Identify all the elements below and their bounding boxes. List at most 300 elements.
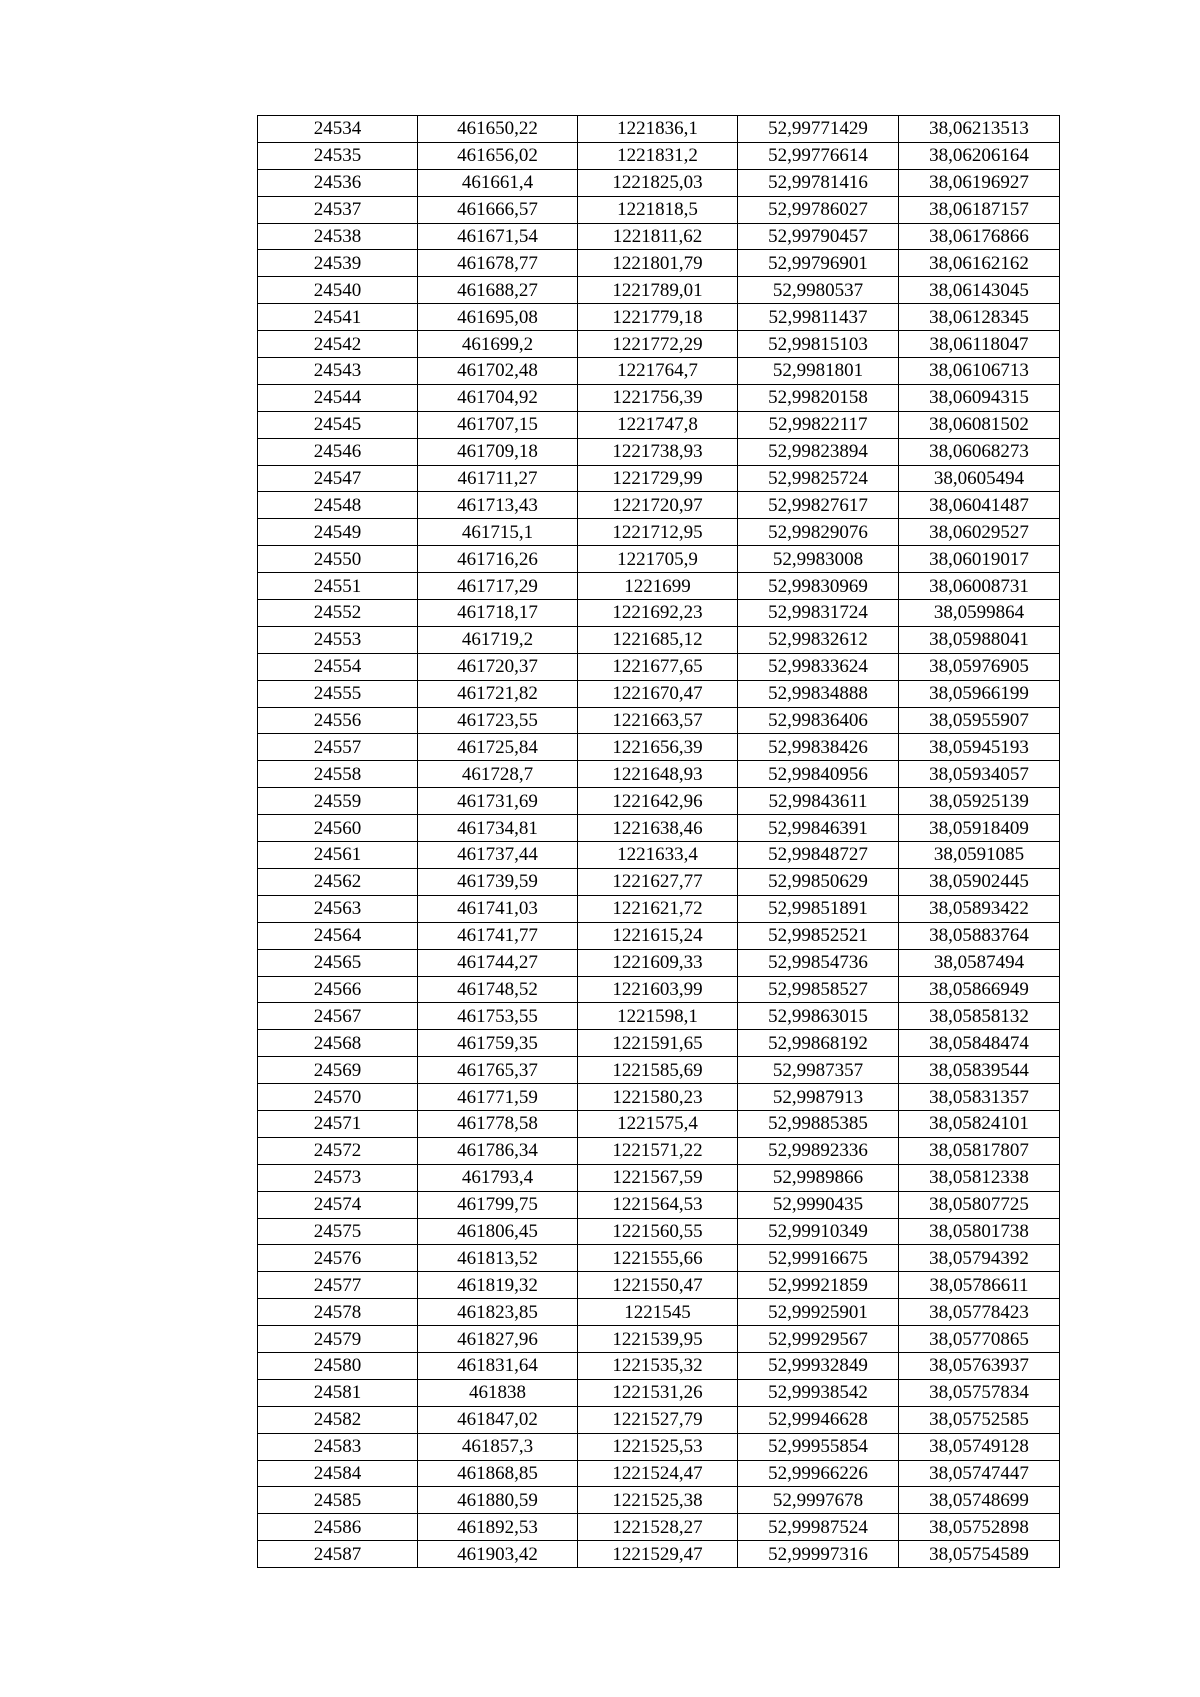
table-row [258, 277, 1060, 304]
table-row [258, 1406, 1060, 1433]
x-coordinate-cell: 461786,34 [418, 1137, 578, 1164]
table-row [258, 788, 1060, 815]
point-number-cell: 24549 [258, 519, 418, 546]
longitude-cell: 38,0591085 [899, 842, 1060, 869]
x-coordinate-cell: 461799,75 [418, 1191, 578, 1218]
table-row [258, 922, 1060, 949]
point-number-cell: 24580 [258, 1352, 418, 1379]
longitude-cell: 38,05883764 [899, 922, 1060, 949]
y-coordinate-cell: 1221831,2 [578, 142, 738, 169]
table-row [258, 1245, 1060, 1272]
point-number-cell: 24547 [258, 465, 418, 492]
latitude-cell: 52,99850629 [738, 868, 899, 895]
latitude-cell: 52,9983008 [738, 546, 899, 573]
table-row [258, 169, 1060, 196]
latitude-cell: 52,99838426 [738, 734, 899, 761]
point-number-cell: 24576 [258, 1245, 418, 1272]
y-coordinate-cell: 1221571,22 [578, 1137, 738, 1164]
longitude-cell: 38,06206164 [899, 142, 1060, 169]
point-number-cell: 24542 [258, 331, 418, 358]
point-number-cell: 24568 [258, 1030, 418, 1057]
point-number-cell: 24535 [258, 142, 418, 169]
latitude-cell: 52,99925901 [738, 1299, 899, 1326]
table-row [258, 304, 1060, 331]
y-coordinate-cell: 1221525,53 [578, 1433, 738, 1460]
latitude-cell: 52,99834888 [738, 680, 899, 707]
point-number-cell: 24534 [258, 116, 418, 143]
longitude-cell: 38,05757834 [899, 1379, 1060, 1406]
table-row [258, 1084, 1060, 1111]
latitude-cell: 52,99830969 [738, 573, 899, 600]
table-row [258, 1191, 1060, 1218]
table-row [258, 142, 1060, 169]
point-number-cell: 24587 [258, 1541, 418, 1568]
y-coordinate-cell: 1221642,96 [578, 788, 738, 815]
y-coordinate-cell: 1221789,01 [578, 277, 738, 304]
y-coordinate-cell: 1221638,46 [578, 815, 738, 842]
latitude-cell: 52,99823894 [738, 438, 899, 465]
longitude-cell: 38,06094315 [899, 384, 1060, 411]
x-coordinate-cell: 461702,48 [418, 358, 578, 385]
table-row [258, 1541, 1060, 1568]
y-coordinate-cell: 1221633,4 [578, 842, 738, 869]
y-coordinate-cell: 1221564,53 [578, 1191, 738, 1218]
latitude-cell: 52,99786027 [738, 196, 899, 223]
point-number-cell: 24545 [258, 411, 418, 438]
point-number-cell: 24579 [258, 1326, 418, 1353]
latitude-cell: 52,99843611 [738, 788, 899, 815]
longitude-cell: 38,06143045 [899, 277, 1060, 304]
latitude-cell: 52,99910349 [738, 1218, 899, 1245]
latitude-cell: 52,99868192 [738, 1030, 899, 1057]
table-row [258, 1514, 1060, 1541]
longitude-cell: 38,05812338 [899, 1164, 1060, 1191]
y-coordinate-cell: 1221585,69 [578, 1057, 738, 1084]
x-coordinate-cell: 461671,54 [418, 223, 578, 250]
table-row [258, 761, 1060, 788]
latitude-cell: 52,99848727 [738, 842, 899, 869]
point-number-cell: 24573 [258, 1164, 418, 1191]
x-coordinate-cell: 461716,26 [418, 546, 578, 573]
x-coordinate-cell: 461737,44 [418, 842, 578, 869]
y-coordinate-cell: 1221699 [578, 573, 738, 600]
longitude-cell: 38,05770865 [899, 1326, 1060, 1353]
longitude-cell: 38,05988041 [899, 626, 1060, 653]
latitude-cell: 52,99885385 [738, 1110, 899, 1137]
x-coordinate-cell: 461688,27 [418, 277, 578, 304]
point-number-cell: 24543 [258, 358, 418, 385]
latitude-cell: 52,99820158 [738, 384, 899, 411]
y-coordinate-cell: 1221811,62 [578, 223, 738, 250]
point-number-cell: 24558 [258, 761, 418, 788]
y-coordinate-cell: 1221656,39 [578, 734, 738, 761]
x-coordinate-cell: 461753,55 [418, 1003, 578, 1030]
x-coordinate-cell: 461721,82 [418, 680, 578, 707]
x-coordinate-cell: 461699,2 [418, 331, 578, 358]
y-coordinate-cell: 1221738,93 [578, 438, 738, 465]
point-number-cell: 24570 [258, 1084, 418, 1111]
longitude-cell: 38,05794392 [899, 1245, 1060, 1272]
table-row [258, 384, 1060, 411]
table-row [258, 1110, 1060, 1137]
longitude-cell: 38,05966199 [899, 680, 1060, 707]
x-coordinate-cell: 461857,3 [418, 1433, 578, 1460]
y-coordinate-cell: 1221772,29 [578, 331, 738, 358]
x-coordinate-cell: 461819,32 [418, 1272, 578, 1299]
latitude-cell: 52,99916675 [738, 1245, 899, 1272]
point-number-cell: 24569 [258, 1057, 418, 1084]
latitude-cell: 52,9987357 [738, 1057, 899, 1084]
x-coordinate-cell: 461713,43 [418, 492, 578, 519]
y-coordinate-cell: 1221545 [578, 1299, 738, 1326]
point-number-cell: 24546 [258, 438, 418, 465]
x-coordinate-cell: 461806,45 [418, 1218, 578, 1245]
latitude-cell: 52,99827617 [738, 492, 899, 519]
point-number-cell: 24575 [258, 1218, 418, 1245]
point-number-cell: 24540 [258, 277, 418, 304]
y-coordinate-cell: 1221525,38 [578, 1487, 738, 1514]
latitude-cell: 52,99966226 [738, 1460, 899, 1487]
x-coordinate-cell: 461707,15 [418, 411, 578, 438]
longitude-cell: 38,05831357 [899, 1084, 1060, 1111]
latitude-cell: 52,99932849 [738, 1352, 899, 1379]
table-row [258, 815, 1060, 842]
point-number-cell: 24536 [258, 169, 418, 196]
x-coordinate-cell: 461838 [418, 1379, 578, 1406]
point-number-cell: 24553 [258, 626, 418, 653]
y-coordinate-cell: 1221779,18 [578, 304, 738, 331]
latitude-cell: 52,99987524 [738, 1514, 899, 1541]
longitude-cell: 38,05902445 [899, 868, 1060, 895]
longitude-cell: 38,05848474 [899, 1030, 1060, 1057]
y-coordinate-cell: 1221663,57 [578, 707, 738, 734]
longitude-cell: 38,06041487 [899, 492, 1060, 519]
point-number-cell: 24565 [258, 949, 418, 976]
x-coordinate-cell: 461656,02 [418, 142, 578, 169]
x-coordinate-cell: 461778,58 [418, 1110, 578, 1137]
point-number-cell: 24583 [258, 1433, 418, 1460]
latitude-cell: 52,9990435 [738, 1191, 899, 1218]
point-number-cell: 24566 [258, 976, 418, 1003]
latitude-cell: 52,99846391 [738, 815, 899, 842]
table-row [258, 1030, 1060, 1057]
x-coordinate-cell: 461793,4 [418, 1164, 578, 1191]
longitude-cell: 38,05824101 [899, 1110, 1060, 1137]
x-coordinate-cell: 461734,81 [418, 815, 578, 842]
x-coordinate-cell: 461695,08 [418, 304, 578, 331]
x-coordinate-cell: 461741,77 [418, 922, 578, 949]
point-number-cell: 24557 [258, 734, 418, 761]
y-coordinate-cell: 1221705,9 [578, 546, 738, 573]
point-number-cell: 24548 [258, 492, 418, 519]
y-coordinate-cell: 1221627,77 [578, 868, 738, 895]
latitude-cell: 52,99892336 [738, 1137, 899, 1164]
table-row [258, 707, 1060, 734]
latitude-cell: 52,99997316 [738, 1541, 899, 1568]
x-coordinate-cell: 461720,37 [418, 653, 578, 680]
table-row [258, 116, 1060, 143]
latitude-cell: 52,99938542 [738, 1379, 899, 1406]
longitude-cell: 38,05752585 [899, 1406, 1060, 1433]
latitude-cell: 52,99796901 [738, 250, 899, 277]
point-number-cell: 24578 [258, 1299, 418, 1326]
table-row [258, 1352, 1060, 1379]
point-number-cell: 24556 [258, 707, 418, 734]
point-number-cell: 24559 [258, 788, 418, 815]
latitude-cell: 52,99825724 [738, 465, 899, 492]
latitude-cell: 52,9981801 [738, 358, 899, 385]
y-coordinate-cell: 1221720,97 [578, 492, 738, 519]
latitude-cell: 52,99811437 [738, 304, 899, 331]
x-coordinate-cell: 461823,85 [418, 1299, 578, 1326]
table-row [258, 1379, 1060, 1406]
point-number-cell: 24567 [258, 1003, 418, 1030]
y-coordinate-cell: 1221591,65 [578, 1030, 738, 1057]
y-coordinate-cell: 1221524,47 [578, 1460, 738, 1487]
table-row [258, 250, 1060, 277]
point-number-cell: 24544 [258, 384, 418, 411]
y-coordinate-cell: 1221818,5 [578, 196, 738, 223]
latitude-cell: 52,99852521 [738, 922, 899, 949]
longitude-cell: 38,05748699 [899, 1487, 1060, 1514]
x-coordinate-cell: 461847,02 [418, 1406, 578, 1433]
y-coordinate-cell: 1221575,4 [578, 1110, 738, 1137]
point-number-cell: 24581 [258, 1379, 418, 1406]
y-coordinate-cell: 1221560,55 [578, 1218, 738, 1245]
x-coordinate-cell: 461827,96 [418, 1326, 578, 1353]
latitude-cell: 52,99831724 [738, 600, 899, 627]
table-row [258, 868, 1060, 895]
latitude-cell: 52,99815103 [738, 331, 899, 358]
x-coordinate-cell: 461723,55 [418, 707, 578, 734]
y-coordinate-cell: 1221580,23 [578, 1084, 738, 1111]
latitude-cell: 52,99854736 [738, 949, 899, 976]
x-coordinate-cell: 461725,84 [418, 734, 578, 761]
point-number-cell: 24585 [258, 1487, 418, 1514]
table-row [258, 949, 1060, 976]
point-number-cell: 24571 [258, 1110, 418, 1137]
table-row [258, 1272, 1060, 1299]
point-number-cell: 24586 [258, 1514, 418, 1541]
x-coordinate-cell: 461661,4 [418, 169, 578, 196]
table-row [258, 223, 1060, 250]
x-coordinate-cell: 461711,27 [418, 465, 578, 492]
point-number-cell: 24563 [258, 895, 418, 922]
table-row [258, 411, 1060, 438]
y-coordinate-cell: 1221531,26 [578, 1379, 738, 1406]
y-coordinate-cell: 1221598,1 [578, 1003, 738, 1030]
point-number-cell: 24560 [258, 815, 418, 842]
table-row [258, 1003, 1060, 1030]
x-coordinate-cell: 461868,85 [418, 1460, 578, 1487]
latitude-cell: 52,99946628 [738, 1406, 899, 1433]
x-coordinate-cell: 461813,52 [418, 1245, 578, 1272]
point-number-cell: 24541 [258, 304, 418, 331]
table-row [258, 976, 1060, 1003]
latitude-cell: 52,99836406 [738, 707, 899, 734]
longitude-cell: 38,05749128 [899, 1433, 1060, 1460]
latitude-cell: 52,99851891 [738, 895, 899, 922]
latitude-cell: 52,99832612 [738, 626, 899, 653]
table-row [258, 519, 1060, 546]
y-coordinate-cell: 1221550,47 [578, 1272, 738, 1299]
latitude-cell: 52,99822117 [738, 411, 899, 438]
x-coordinate-cell: 461719,2 [418, 626, 578, 653]
point-number-cell: 24537 [258, 196, 418, 223]
x-coordinate-cell: 461748,52 [418, 976, 578, 1003]
x-coordinate-cell: 461650,22 [418, 116, 578, 143]
table-row [258, 1460, 1060, 1487]
longitude-cell: 38,05752898 [899, 1514, 1060, 1541]
latitude-cell: 52,99781416 [738, 169, 899, 196]
point-number-cell: 24539 [258, 250, 418, 277]
x-coordinate-cell: 461771,59 [418, 1084, 578, 1111]
latitude-cell: 52,99955854 [738, 1433, 899, 1460]
longitude-cell: 38,05893422 [899, 895, 1060, 922]
y-coordinate-cell: 1221825,03 [578, 169, 738, 196]
longitude-cell: 38,05866949 [899, 976, 1060, 1003]
longitude-cell: 38,05747447 [899, 1460, 1060, 1487]
latitude-cell: 52,99921859 [738, 1272, 899, 1299]
y-coordinate-cell: 1221539,95 [578, 1326, 738, 1353]
longitude-cell: 38,06162162 [899, 250, 1060, 277]
table-row [258, 1164, 1060, 1191]
x-coordinate-cell: 461717,29 [418, 573, 578, 600]
x-coordinate-cell: 461718,17 [418, 600, 578, 627]
latitude-cell: 52,99771429 [738, 116, 899, 143]
point-number-cell: 24554 [258, 653, 418, 680]
y-coordinate-cell: 1221567,59 [578, 1164, 738, 1191]
x-coordinate-cell: 461880,59 [418, 1487, 578, 1514]
table-row [258, 465, 1060, 492]
y-coordinate-cell: 1221555,66 [578, 1245, 738, 1272]
longitude-cell: 38,05976905 [899, 653, 1060, 680]
point-number-cell: 24564 [258, 922, 418, 949]
y-coordinate-cell: 1221692,23 [578, 600, 738, 627]
longitude-cell: 38,05839544 [899, 1057, 1060, 1084]
longitude-cell: 38,05801738 [899, 1218, 1060, 1245]
longitude-cell: 38,05955907 [899, 707, 1060, 734]
y-coordinate-cell: 1221756,39 [578, 384, 738, 411]
latitude-cell: 52,9987913 [738, 1084, 899, 1111]
x-coordinate-cell: 461731,69 [418, 788, 578, 815]
latitude-cell: 52,9980537 [738, 277, 899, 304]
y-coordinate-cell: 1221621,72 [578, 895, 738, 922]
longitude-cell: 38,06008731 [899, 573, 1060, 600]
x-coordinate-cell: 461709,18 [418, 438, 578, 465]
y-coordinate-cell: 1221648,93 [578, 761, 738, 788]
latitude-cell: 52,99840956 [738, 761, 899, 788]
point-number-cell: 24572 [258, 1137, 418, 1164]
y-coordinate-cell: 1221615,24 [578, 922, 738, 949]
table-row [258, 1299, 1060, 1326]
longitude-cell: 38,06196927 [899, 169, 1060, 196]
point-number-cell: 24584 [258, 1460, 418, 1487]
y-coordinate-cell: 1221535,32 [578, 1352, 738, 1379]
point-number-cell: 24577 [258, 1272, 418, 1299]
y-coordinate-cell: 1221764,7 [578, 358, 738, 385]
table-row [258, 1487, 1060, 1514]
y-coordinate-cell: 1221670,47 [578, 680, 738, 707]
y-coordinate-cell: 1221685,12 [578, 626, 738, 653]
table-row [258, 196, 1060, 223]
x-coordinate-cell: 461678,77 [418, 250, 578, 277]
y-coordinate-cell: 1221603,99 [578, 976, 738, 1003]
x-coordinate-cell: 461744,27 [418, 949, 578, 976]
longitude-cell: 38,05918409 [899, 815, 1060, 842]
y-coordinate-cell: 1221529,47 [578, 1541, 738, 1568]
point-number-cell: 24550 [258, 546, 418, 573]
longitude-cell: 38,06213513 [899, 116, 1060, 143]
longitude-cell: 38,06176866 [899, 223, 1060, 250]
y-coordinate-cell: 1221712,95 [578, 519, 738, 546]
table-row [258, 895, 1060, 922]
longitude-cell: 38,06128345 [899, 304, 1060, 331]
point-number-cell: 24561 [258, 842, 418, 869]
longitude-cell: 38,06118047 [899, 331, 1060, 358]
longitude-cell: 38,05807725 [899, 1191, 1060, 1218]
table-row [258, 600, 1060, 627]
table-row [258, 1218, 1060, 1245]
longitude-cell: 38,05763937 [899, 1352, 1060, 1379]
latitude-cell: 52,99863015 [738, 1003, 899, 1030]
latitude-cell: 52,99833624 [738, 653, 899, 680]
table-row [258, 653, 1060, 680]
longitude-cell: 38,05754589 [899, 1541, 1060, 1568]
table-row [258, 438, 1060, 465]
longitude-cell: 38,05934057 [899, 761, 1060, 788]
longitude-cell: 38,05817807 [899, 1137, 1060, 1164]
table-row [258, 358, 1060, 385]
table-row [258, 546, 1060, 573]
longitude-cell: 38,0599864 [899, 600, 1060, 627]
latitude-cell: 52,99929567 [738, 1326, 899, 1353]
table-row [258, 842, 1060, 869]
y-coordinate-cell: 1221801,79 [578, 250, 738, 277]
x-coordinate-cell: 461728,7 [418, 761, 578, 788]
latitude-cell: 52,9997678 [738, 1487, 899, 1514]
y-coordinate-cell: 1221677,65 [578, 653, 738, 680]
y-coordinate-cell: 1221747,8 [578, 411, 738, 438]
table-row [258, 492, 1060, 519]
x-coordinate-cell: 461739,59 [418, 868, 578, 895]
longitude-cell: 38,05925139 [899, 788, 1060, 815]
y-coordinate-cell: 1221527,79 [578, 1406, 738, 1433]
point-number-cell: 24552 [258, 600, 418, 627]
longitude-cell: 38,06187157 [899, 196, 1060, 223]
x-coordinate-cell: 461892,53 [418, 1514, 578, 1541]
latitude-cell: 52,99790457 [738, 223, 899, 250]
x-coordinate-cell: 461741,03 [418, 895, 578, 922]
latitude-cell: 52,99858527 [738, 976, 899, 1003]
longitude-cell: 38,05858132 [899, 1003, 1060, 1030]
y-coordinate-cell: 1221729,99 [578, 465, 738, 492]
table-row [258, 1057, 1060, 1084]
latitude-cell: 52,99776614 [738, 142, 899, 169]
y-coordinate-cell: 1221836,1 [578, 116, 738, 143]
point-number-cell: 24538 [258, 223, 418, 250]
latitude-cell: 52,99829076 [738, 519, 899, 546]
longitude-cell: 38,06106713 [899, 358, 1060, 385]
y-coordinate-cell: 1221528,27 [578, 1514, 738, 1541]
longitude-cell: 38,06019017 [899, 546, 1060, 573]
point-number-cell: 24574 [258, 1191, 418, 1218]
table-row [258, 1137, 1060, 1164]
point-number-cell: 24562 [258, 868, 418, 895]
longitude-cell: 38,05786611 [899, 1272, 1060, 1299]
x-coordinate-cell: 461765,37 [418, 1057, 578, 1084]
longitude-cell: 38,0587494 [899, 949, 1060, 976]
